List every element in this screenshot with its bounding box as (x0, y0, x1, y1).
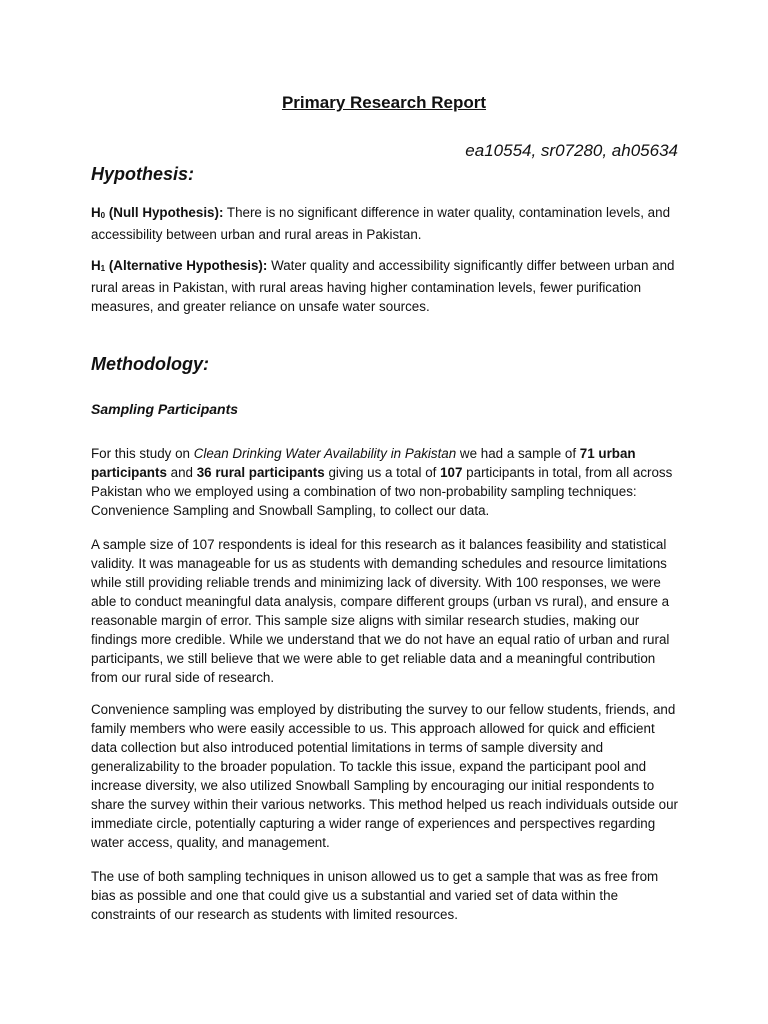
null-hypothesis-paragraph (91, 203, 681, 244)
null-hypothesis-symbol: H (91, 205, 101, 220)
p1-text-3: and (166, 465, 197, 480)
hypothesis-heading: Hypothesis: (91, 164, 195, 184)
alternative-hypothesis-subscript: 1 (100, 264, 106, 273)
study-title: Clean Drinking Water Availability in Pakistan (193, 446, 457, 461)
sampling-participants-subheading: Sampling Participants (91, 401, 239, 417)
alternative-hypothesis-paragraph (91, 256, 681, 316)
p1-text-5: participants in total, from all across Pakistan who we employed using a combination of two non-probability sampling techniques: Convenience Sampling and Snowball Sampling, to collect our data. (91, 465, 673, 518)
total-count: 107 (440, 465, 463, 480)
report-title: Primary Research Report (281, 93, 487, 112)
sampling-paragraph-2: A sample size of 107 respondents is ideal for this research as it balances feasibility and statistical validity. It was manageable for us as students with demanding schedules and resource limitations while still providing reliable trends and minimizing lack of diversity. With 100 responses, we were able to conduct meaningful data analysis, compare different groups (urban vs rural), and ensure a reasonable margin of error. This sample size aligns with similar research studies, making our findings more credible. While we understand that we do not have an equal ratio of urban and rural participants, we still believe that we were able to get reliable data and a meaningful contribution from our rural side of research. (91, 537, 670, 685)
sampling-paragraph-1 (91, 444, 681, 520)
sampling-paragraph-4: The use of both sampling techniques in unison allowed us to get a sample that was as free from bias as possible and one that could give us a substantial and varied set of data within the constraints of our research as students with limited resources. (91, 869, 659, 922)
p1-text-2: we had a sample of (456, 446, 580, 461)
p1-text-1: For this study on (91, 446, 194, 461)
null-hypothesis-text: There is no significant difference in water quality, contamination levels, and accessibility between urban and rural areas in Pakistan. (91, 205, 671, 242)
null-hypothesis-label: (Null Hypothesis): (105, 205, 224, 220)
sampling-paragraph-3: Convenience sampling was employed by distributing the survey to our fellow students, friends, and family members who were easily accessible to us. This approach allowed for quick and efficient data collection but also introduced potential limitations in terms of sample diversity and generalizability to the broader population. To tackle this issue, expand the participant pool and increase diversity, we also utilized Snowball Sampling by encouraging our initial respondents to share the survey within their various networks. This method helped us reach individuals outside our immediate circle, potentially capturing a wider range of experiences and perspectives regarding water access, quality, and management. (91, 702, 679, 850)
null-hypothesis-subscript: 0 (100, 211, 106, 220)
rural-count: 36 rural participants (196, 465, 325, 480)
methodology-heading: Methodology: (91, 354, 209, 374)
alternative-hypothesis-label: (Alternative Hypothesis): (105, 258, 268, 273)
p1-text-4: giving us a total of (324, 465, 441, 480)
author-ids: ea10554, sr07280, ah05634 (465, 141, 678, 160)
urban-count: 71 urban participants (91, 446, 636, 480)
alternative-hypothesis-symbol: H (91, 258, 101, 273)
alternative-hypothesis-text: Water quality and accessibility significantly differ between urban and rural areas in Pakistan, with rural areas having higher contamination levels, fewer purification measures, and greater reliance on unsafe water sources. (91, 258, 675, 314)
